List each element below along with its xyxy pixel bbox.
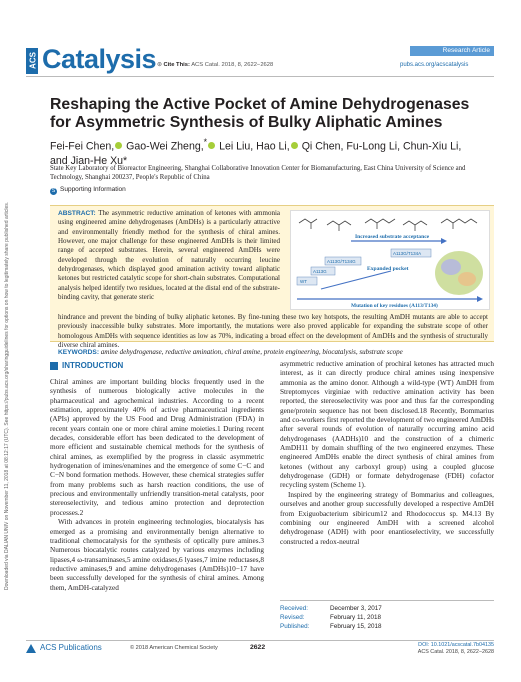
molecule-row xyxy=(299,219,477,231)
toc-a113g-t134a-label: A113G/T134A xyxy=(393,251,422,256)
journal-logo: Catalysis xyxy=(42,44,157,74)
body-column-right xyxy=(280,360,494,547)
paragraph: asymmetric reductive amination of prochiral ketones has attracted much interest, as it can directly produce chiral amines using inexpensive ammonia as the amino donor. Although a wild-type (WT) AmDH from Streptomyces virginiae with reductive amination activity has been reported, the stereoselectivity was poor and thus far the corresponding gene/protein sequence has not been disclosed.18 Recently, Bommarius and co-workers first reported the development of two engineered AmDHs after several rounds of evolution of naturally occurring amino acid dehydrogenases (AADHs)10 and the construction of a chimeric AmDH11 by domain shuffling of the two engineered enzymes. These engineered AmDHs enable the direct synthesis of chiral amines from ketones (without any carboxyl group) using a coupled glucose dehydrogenase (GDH) or formate dehydrogenase (FDH) cofactor recycling system (Scheme 1). xyxy=(280,360,495,490)
copyright: © 2018 American Chemical Society xyxy=(130,645,218,651)
dates-divider xyxy=(280,600,494,601)
toc-a113g-label: A113G xyxy=(313,269,327,274)
author-list: Fei-Fei Chen, Gao-Wei Zheng,* Lei Liu, Hao Li, Qi Chen, Fu-Long Li, Chun-Xiu Li, and Jian-He Xu* xyxy=(50,137,462,168)
page-number: 2622 xyxy=(250,644,266,651)
supporting-information-link[interactable]: S Supporting Information xyxy=(51,186,126,194)
doi-block xyxy=(400,642,494,656)
paragraph: Chiral amines are important building blocks frequently used in the synthesis of numerous biologically active molecules in the pharmaceutical and agrochemical industries. According to a recent estimation, approximately 40% of active pharmaceutical ingredients (APIs) approved by the US Food and Drug Administration (FDA) in recent years contain one or more chiral amine moieties.1 During recent decades, considerable effort has been dedicated to the development of more efficient and sustainable chemical methods for the synthesis of chiral amines, as exemplified by the progress in classic asymmetric hydrogenation of imines/enamines and the emergence of some C−C and C−N bond formation methods. However, these chemical strategies suffer from many problems such as harsh reaction conditions, the use of precious and environmentally unfriendly transition-metal catalysts, poor stereoselectivity, and tedious amino protection and deprotection processes.2 xyxy=(50,378,264,517)
article-title: Reshaping the Active Pocket of Amine Dehydrogenases for Asymmetric Synthesis of Bulky Aliphatic Amines xyxy=(50,96,470,131)
toc-a113g-t134g-label: A113G/T134G xyxy=(327,259,356,264)
toc-increased-label: Increased substrate acceptance xyxy=(355,234,430,240)
toc-wt-label: WT xyxy=(300,279,307,284)
supporting-info-icon: S xyxy=(51,188,56,194)
toc-mutation-label: Mutation of key residues (A113/T134) xyxy=(351,303,438,309)
journal-reference: ACS Catal. 2018, 8, 2622−2628 xyxy=(417,649,494,655)
orcid-icon[interactable] xyxy=(291,142,298,149)
footer-divider xyxy=(26,640,494,641)
header-divider xyxy=(26,76,494,77)
acs-logo: ACS xyxy=(26,48,38,74)
orcid-icon[interactable] xyxy=(208,142,215,149)
cite-icon: ⊛ xyxy=(157,62,164,68)
publisher-name: ACS Publications xyxy=(40,643,102,652)
toc-figure xyxy=(291,211,489,309)
keywords: KEYWORDS: amine dehydrogenase, reductive amination, chiral amine, protein engineering, biocatalysis, substrate scope xyxy=(58,348,403,356)
download-notice-text: Downloaded via DALIAN UNIV on November 11, 2018 at 08:12:17 (UTC). See https://pubs.acs.org/sharingguidelines for options on how to legitimately share published articles. xyxy=(4,201,10,590)
journal-url-link[interactable]: pubs.acs.org/acscatalysis xyxy=(400,62,469,68)
article-type-badge: Research Article xyxy=(410,46,494,56)
article-dates: Received: December 3, 2017 Revised: February 11, 2018 Published: February 15, 2018 xyxy=(280,605,382,630)
acs-publications-logo-icon xyxy=(26,644,36,653)
introduction-heading: INTRODUCTION xyxy=(62,361,124,370)
abstract-text: ABSTRACT: The asymmetric reductive amination of ketones with ammonia using engineered amine dehydrogenases (AmDHs) is a particularly attractive and environmentally friendly method for the synthesis of chiral amines. However, one major challenge for these engineered AmDHs is their limited range of accepted substrates. Herein, several engineered AmDHs were developed through the evolution of naturally occurring leucine dehydrogenases, which displayed good amination activity toward aliphatic ketones but restricted catalytic scope for short-chain substrates. Computational analysis helped identify two residues, located at the distal end of the substrate-binding cavity, that generate steric xyxy=(58,209,281,302)
paragraph: Inspired by the engineering strategy of Bommarius and colleagues, ourselves and another group successfully developed a respective AmDH from Exiguobacterium sibiricum12 and Rhodococcus sp. M4.13 By combining our engineered AmDH with a screened alcohol dehydrogenase (ADH) with poor enantioselectivity, we successfully constructed a redox-neutral xyxy=(280,490,494,546)
paragraph: With advances in protein engineering technologies, biocatalysis has emerged as a promising and environmentally benign alternative to traditional chemocatalysis for the synthesis of optically pure amines.3 Numerous biocatalytic routes catalyzed by various enzymes including lipases,4 ω-transaminases,5 amine oxidases,6 lyases,7 imine reductases,8 reductive aminases,9 and amine dehydrogenases (AmDHs)10−17 have been successfully developed for the synthesis of chiral amines. Among them, AmDH-catalyzed xyxy=(50,518,264,592)
toc-expanded-label: Expanded pocket xyxy=(367,266,409,272)
doi-link[interactable]: DOI: 10.1021/acscatal.7b04135 xyxy=(418,642,494,648)
orcid-icon[interactable] xyxy=(115,142,122,149)
abstract-continued: hindrance and prevent the binding of bulky aliphatic ketones. By fine-tuning these two key hotspots, the resulting AmDH mutants are able to accept previously inaccessible bulky substrates. More importantly, the mutations were also proved applicable for expanding the substrate scope of other homologous AmDHs with sequence identities as low as 70%, indicating a broad effect on the development of AmDHs and the synthesis of structurally diverse chiral amines. xyxy=(58,313,488,349)
toc-graphic xyxy=(290,210,490,310)
download-notice xyxy=(4,120,16,590)
section-marker-icon xyxy=(50,362,58,370)
protein-structure xyxy=(435,251,483,295)
affiliation: State Key Laboratory of Bioreactor Engineering, Shanghai Collaborative Innovation Center for Biomanufacturing, East China University of Science and Technology, Shanghai 200237, People's Republic of China xyxy=(50,165,466,181)
citation-row[interactable]: ⊛ Cite This: ACS Catal. 2018, 8, 2622−2628 xyxy=(157,62,274,68)
body-column-left xyxy=(50,378,264,593)
